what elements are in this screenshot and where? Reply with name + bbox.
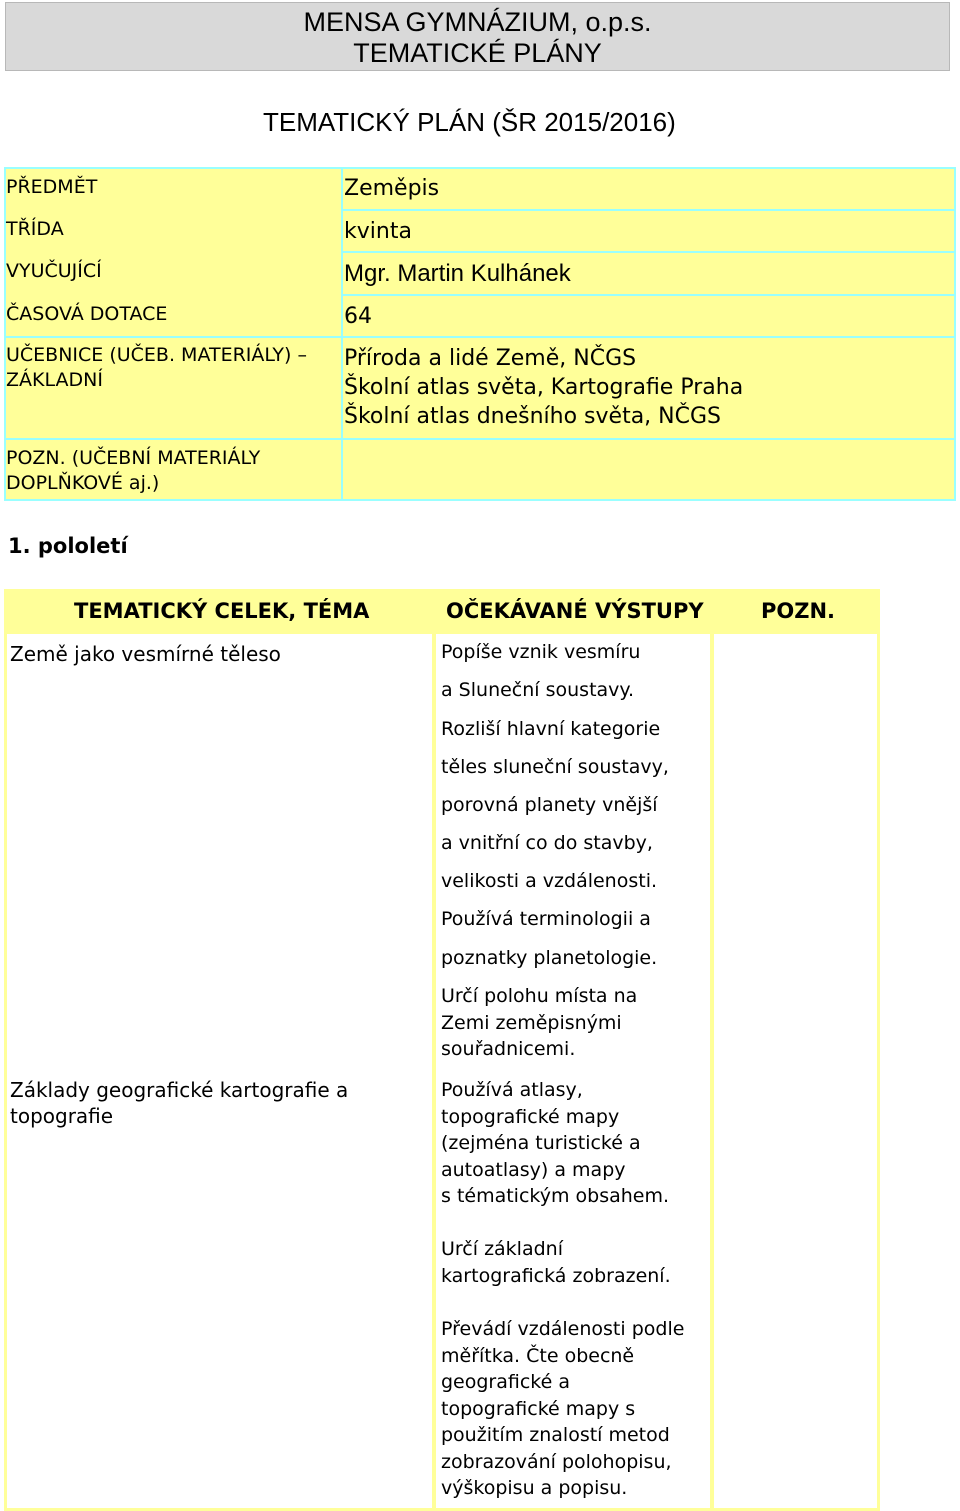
semester-heading: 1. pololetí: [8, 534, 128, 558]
class-label: TŘÍDA: [6, 218, 64, 240]
outcome-item: a Sluneční soustavy.: [441, 679, 634, 701]
info-row-divider: [4, 336, 956, 338]
topic-column: [7, 634, 432, 1508]
info-row-divider: [341, 294, 956, 296]
subject-value: Zeměpis: [344, 176, 440, 201]
document-header: [5, 2, 950, 71]
topic-cell: Základy geografické kartografie a topografie: [10, 1078, 349, 1128]
notes-column-header: POZN.: [761, 599, 836, 623]
outcome-item: těles sluneční soustavy,: [441, 756, 669, 778]
info-row-divider: [341, 251, 956, 253]
info-row-divider: [4, 438, 956, 440]
outcome-item: Popíše vznik vesmíru: [441, 641, 641, 663]
outcome-item: Určí polohu místa na Zemi zeměpisnými souřadnicemi.: [441, 985, 638, 1060]
textbooks-label: UČEBNICE (UČEB. MATERIÁLY) – ZÁKLADNÍ: [6, 344, 307, 391]
subject-label: PŘEDMĚT: [6, 176, 98, 198]
school-name: MENSA GYMNÁZIUM, o.p.s.: [303, 7, 652, 37]
document-type: TEMATICKÉ PLÁNY: [353, 38, 602, 68]
teacher-label: VYUČUJÍCÍ: [6, 260, 102, 282]
teacher-value: Mgr. Martin Kulhánek: [344, 260, 571, 287]
outcome-item: Převádí vzdálenosti podle měřítka. Čte obecně geografické a topografické mapy s použitím znalostí metod zobrazování polohopisu, výškopisu a popisu.: [441, 1318, 685, 1499]
topic-column-header: TEMATICKÝ CELEK, TÉMA: [74, 599, 370, 623]
textbooks-value: Příroda a lidé Země, NČGS Školní atlas světa, Kartografie Praha Školní atlas dnešního světa, NČGS: [344, 346, 744, 429]
topic-cell: Země jako vesmírné těleso: [10, 642, 281, 666]
outcome-item: porovná planety vnější: [441, 794, 658, 816]
notes-label: POZN. (UČEBNÍ MATERIÁLY DOPLŇKOVÉ aj.): [6, 447, 261, 494]
hours-value: 64: [344, 304, 372, 329]
class-value: kvinta: [344, 219, 412, 244]
outcome-item: Používá atlasy, topografické mapy (zejména turistické a autoatlasy) a mapy s tématickým obsahem.: [441, 1079, 670, 1207]
outcome-item: velikosti a vzdálenosti.: [441, 870, 658, 892]
outcome-item: poznatky planetologie.: [441, 947, 658, 969]
outcomes-column-header: OČEKÁVANÉ VÝSTUPY: [446, 599, 704, 623]
notes-column: [714, 634, 877, 1508]
outcome-item: Používá terminologii a: [441, 908, 651, 930]
header-divider: [432, 592, 435, 634]
plan-title: TEMATICKÝ PLÁN (ŠR 2015/2016): [263, 107, 676, 137]
hours-label: ČASOVÁ DOTACE: [6, 303, 168, 325]
outcome-item: Rozliší hlavní kategorie: [441, 718, 661, 740]
info-table-divider: [341, 167, 343, 501]
outcome-item: Určí základní kartografická zobrazení.: [441, 1238, 671, 1287]
outcome-item: a vnitřní co do stavby,: [441, 832, 653, 854]
info-row-divider: [341, 209, 956, 211]
